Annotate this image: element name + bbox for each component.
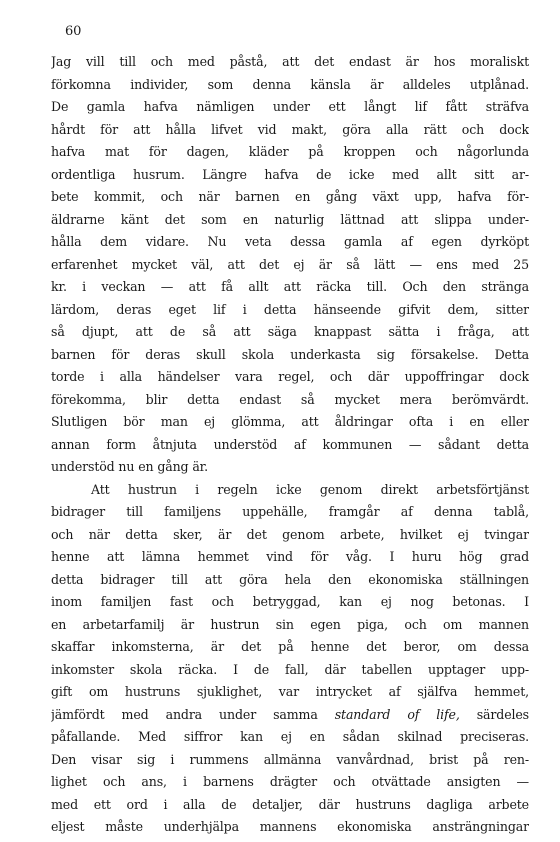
text-line: Slutligen bör man ej glömma, att åldringar ofta i en eller [51,414,529,429]
text-line: barnen för deras skull skola underkasta sig försakelse. Detta [51,346,529,362]
text-line: en arbetarfamilj är hustrun sin egen piga, och om mannen [51,616,529,632]
text-line: inkomster skola räcka. I de fall, där tabellen upptager upp- [51,661,529,677]
body-text [51,51,529,839]
text-line: förekomma, blir detta endast så mycket mera berömvärdt. [51,391,529,407]
text-line: kr. i veckan — att få allt att räcka till. Och den stränga [51,279,529,294]
text-line: De gamla hafva nämligen under ett långt lif fått sträfva [51,99,529,114]
text-line: henne att lämna hemmet vind för våg. I huru hög grad [51,549,529,564]
text-line: erfarenhet mycket väl, att det ej är så lätt — ens med 25 [51,256,529,272]
text-line: detta bidrager till att göra hela den ekonomiska ställningen [51,571,529,587]
text-line: annan form åtnjuta understöd af kommunen — sådant detta [51,436,529,452]
text-fragment: särdeles [459,706,529,722]
text-line: och när detta sker, är det genom arbete, hvilket ej tvingar [51,526,529,542]
page-number: 60 [65,24,82,39]
text-line: förkomna individer, som denna känsla är alldeles utplånad. [51,76,529,92]
text-line: gift om hustruns sjuklighet, var intrycket af själfva hemmet, [51,684,529,699]
text-line: torde i alla händelser vara regel, och där uppoffringar dock [51,369,529,384]
text-line: lärdom, deras eget lif i detta hänseende gifvit dem, sitter [51,301,529,317]
text-line: inom familjen fast och betryggad, kan ej nog betonas. I [51,594,529,609]
text-line: hafva mat för dagen, kläder på kroppen och någorlunda [51,144,529,159]
book-page [51,0,529,842]
text-line: bete kommit, och när barnen en gång växt upp, hafva för- [51,189,529,204]
paragraph-start-line: Att hustrun i regeln icke genom direkt arbetsförtjänst [91,481,529,497]
text-line: med ett ord i alla de detaljer, där hustruns dagliga arbete [51,796,529,812]
text-line: bidrager till familjens uppehälle, framgår af denna tablå, [51,504,529,519]
text-line-with-italic [51,704,529,727]
text-line: Jag vill till och med påstå, att det endast är hos moraliskt [51,54,529,69]
text-line: eljest måste underhjälpa mannens ekonomiska ansträngningar [51,819,529,834]
text-line: Den visar sig i rummens allmänna vanvårdnad, brist på ren- [51,751,529,767]
text-line: hålla dem vidare. Nu veta dessa gamla af egen dyrköpt [51,234,529,249]
text-line: lighet och ans, i barnens drägter och otvättade ansigten — [51,774,529,789]
paragraph-end-line: understöd nu en gång är. [51,459,209,474]
text-line: skaffar inkomsterna, är det på henne det beror, om dessa [51,639,529,654]
text-line: påfallande. Med siffror kan ej en sådan skilnad preciseras. [51,729,529,744]
text-line: hårdt för att hålla lifvet vid makt, göra alla rätt och dock [51,121,529,137]
text-fragment: jämfördt med andra under samma [51,706,335,722]
text-line: äldrarne känt det som en naturlig lättnad att slippa under- [51,211,529,227]
text-line: så djupt, att de så att säga knappast sätta i fråga, att [51,324,529,339]
italic-phrase: standard of life, [334,706,460,722]
text-line: ordentliga husrum. Längre hafva de icke med allt sitt ar- [51,166,529,182]
